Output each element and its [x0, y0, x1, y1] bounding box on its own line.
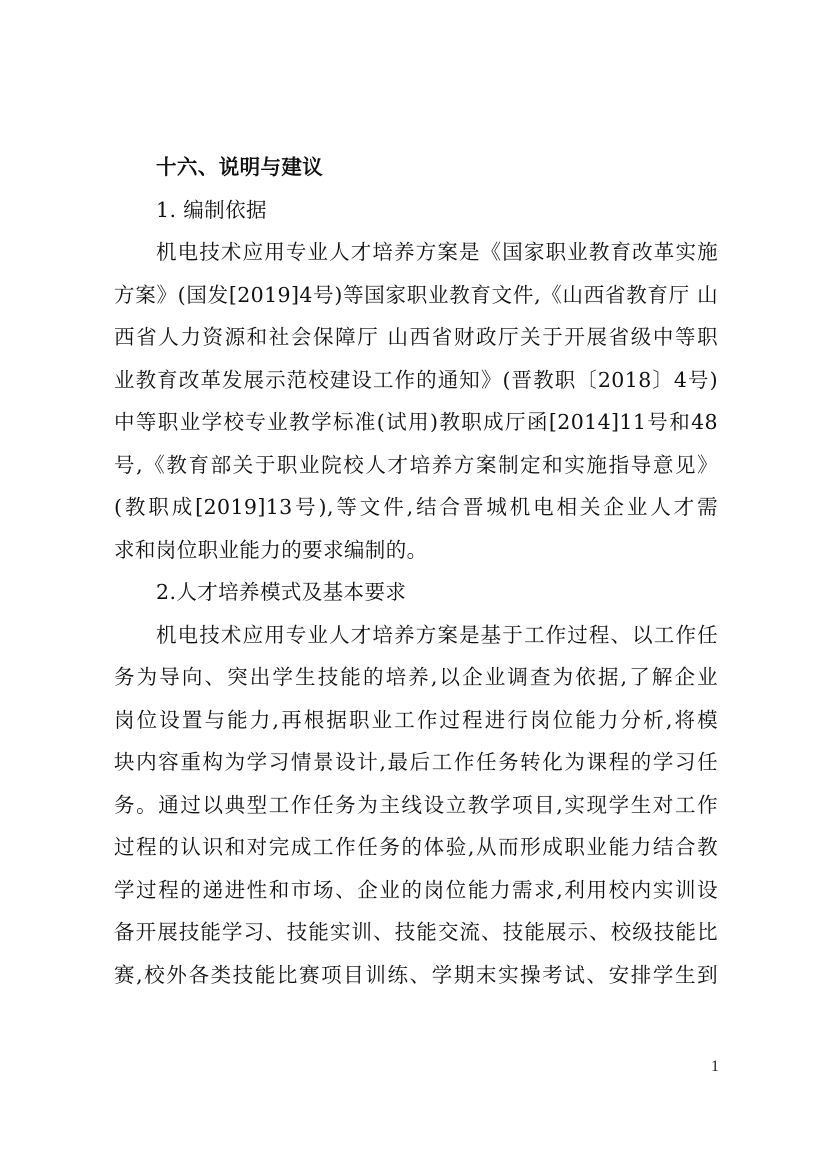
paragraph-line: 块内容重构为学习情景设计,最后工作任务转化为课程的学习任	[114, 750, 718, 774]
paragraph-line: 过程的认识和对完成工作任务的体验,从而形成职业能力结合教	[114, 835, 718, 859]
paragraph-line: 机电技术应用专业人才培养方案是《国家职业教育改革实施	[156, 240, 718, 264]
paragraph-line: 方案》(国发[2019]4号)等国家职业教育文件,《山西省教育厅 山	[114, 282, 718, 307]
paragraph-line: 求和岗位职业能力的要求编制的。	[114, 537, 428, 562]
paragraph-line: 学过程的递进性和市场、企业的岗位能力需求,利用校内实训设	[114, 877, 718, 902]
subsection-heading-basis: 1. 编制依据	[156, 197, 267, 222]
section-heading: 十六、说明与建议	[156, 155, 324, 179]
paragraph-line: (教职成[2019]13号),等文件,结合晋城机电相关企业人才需	[114, 495, 718, 519]
paragraph-line: 西省人力资源和社会保障厅 山西省财政厅关于开展省级中等职	[114, 325, 718, 349]
paragraph-line: 务。通过以典型工作任务为主线设立教学项目,实现学生对工作	[114, 792, 718, 817]
document-body	[114, 146, 718, 996]
paragraph-line: 业教育改革发展示范校建设工作的通知》(晋教职〔2018〕4号)	[114, 367, 718, 392]
page-number: 1	[711, 1058, 719, 1075]
subsection-heading-model: 2.人才培养模式及基本要求	[156, 580, 407, 604]
paragraph-line: 务为导向、突出学生技能的培养,以企业调查为依据,了解企业	[114, 665, 718, 689]
paragraph-line: 岗位设置与能力,再根据职业工作过程进行岗位能力分析,将模	[114, 707, 718, 732]
paragraph-line: 机电技术应用专业人才培养方案是基于工作过程、以工作任	[156, 622, 718, 647]
paragraph-line: 中等职业学校专业教学标准(试用)教职成厅函[2014]11号和48	[114, 410, 718, 434]
paragraph-line: 备开展技能学习、技能实训、技能交流、技能展示、校级技能比	[114, 920, 718, 944]
paragraph-line: 号,《教育部关于职业院校人才培养方案制定和实施指导意见》	[114, 452, 718, 477]
paragraph-line: 赛,校外各类技能比赛项目训练、学期末实操考试、安排学生到	[114, 962, 718, 987]
